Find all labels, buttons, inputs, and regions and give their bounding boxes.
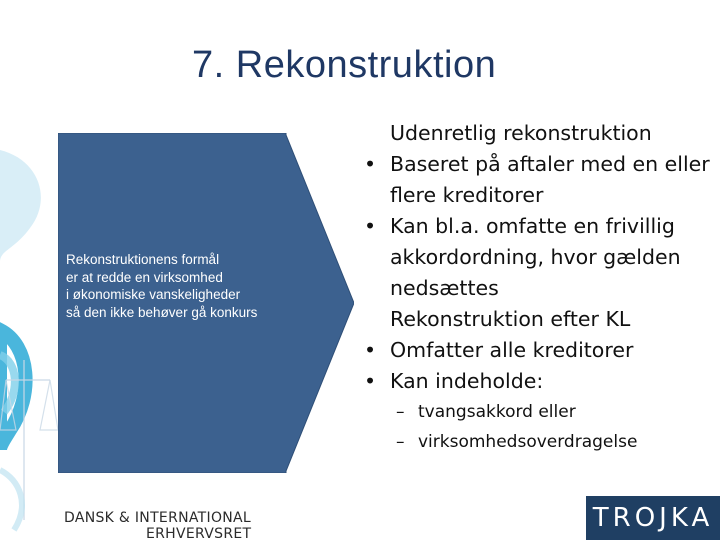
publisher-logo-line-1: DANSK & INTERNATIONAL xyxy=(64,510,252,526)
sub-bullet-marker: – xyxy=(396,432,405,452)
publisher-logo-line-2: ERHVERVSRET xyxy=(146,526,252,540)
sub-bullet-item xyxy=(356,427,716,457)
purpose-line-4: så den ikke behøver gå konkurs xyxy=(66,304,258,320)
bullet-text: Kan indeholde: xyxy=(390,369,544,393)
bullet-text: Baseret på aftaler med en eller flere kreditorer xyxy=(390,152,710,207)
purpose-line-3: i økonomiske vanskeligheder xyxy=(66,287,241,302)
bullet-marker: • xyxy=(364,214,377,238)
bullet-content xyxy=(356,118,716,457)
decorative-swirl xyxy=(0,0,60,540)
sub-bullet-text: virksomhedsoverdragelse xyxy=(418,432,638,452)
slide-title: 7. Rekonstruktion xyxy=(192,44,497,86)
purpose-arrow-box xyxy=(58,133,354,473)
bullet-text: Kan bl.a. omfatte en frivillig akkordordning, hvor gælden nedsættes xyxy=(390,214,681,300)
bullet-text: Omfatter alle kreditorer xyxy=(390,338,634,362)
heading-efter-kl: Rekonstruktion efter KL xyxy=(390,307,631,331)
purpose-line-1: Rekonstruktionens formål xyxy=(66,252,220,267)
publisher-logo xyxy=(64,510,251,540)
bullet-marker: • xyxy=(364,338,377,362)
bullet-item xyxy=(356,335,716,366)
bullet-item xyxy=(356,211,716,304)
purpose-line-2: er at redde en virksomhed xyxy=(66,269,223,285)
trojka-logo: TROJKA xyxy=(586,496,720,540)
sub-bullet-text: tvangsakkord eller xyxy=(418,402,576,422)
sub-bullet-marker: – xyxy=(396,402,405,422)
heading-udenretlig: Udenretlig rekonstruktion xyxy=(390,121,652,145)
bullet-marker: • xyxy=(364,152,377,176)
sub-bullet-item xyxy=(356,397,716,427)
bullet-item xyxy=(356,366,716,397)
bullet-item xyxy=(356,149,716,211)
purpose-text xyxy=(66,251,336,321)
bullet-marker: • xyxy=(364,369,377,393)
